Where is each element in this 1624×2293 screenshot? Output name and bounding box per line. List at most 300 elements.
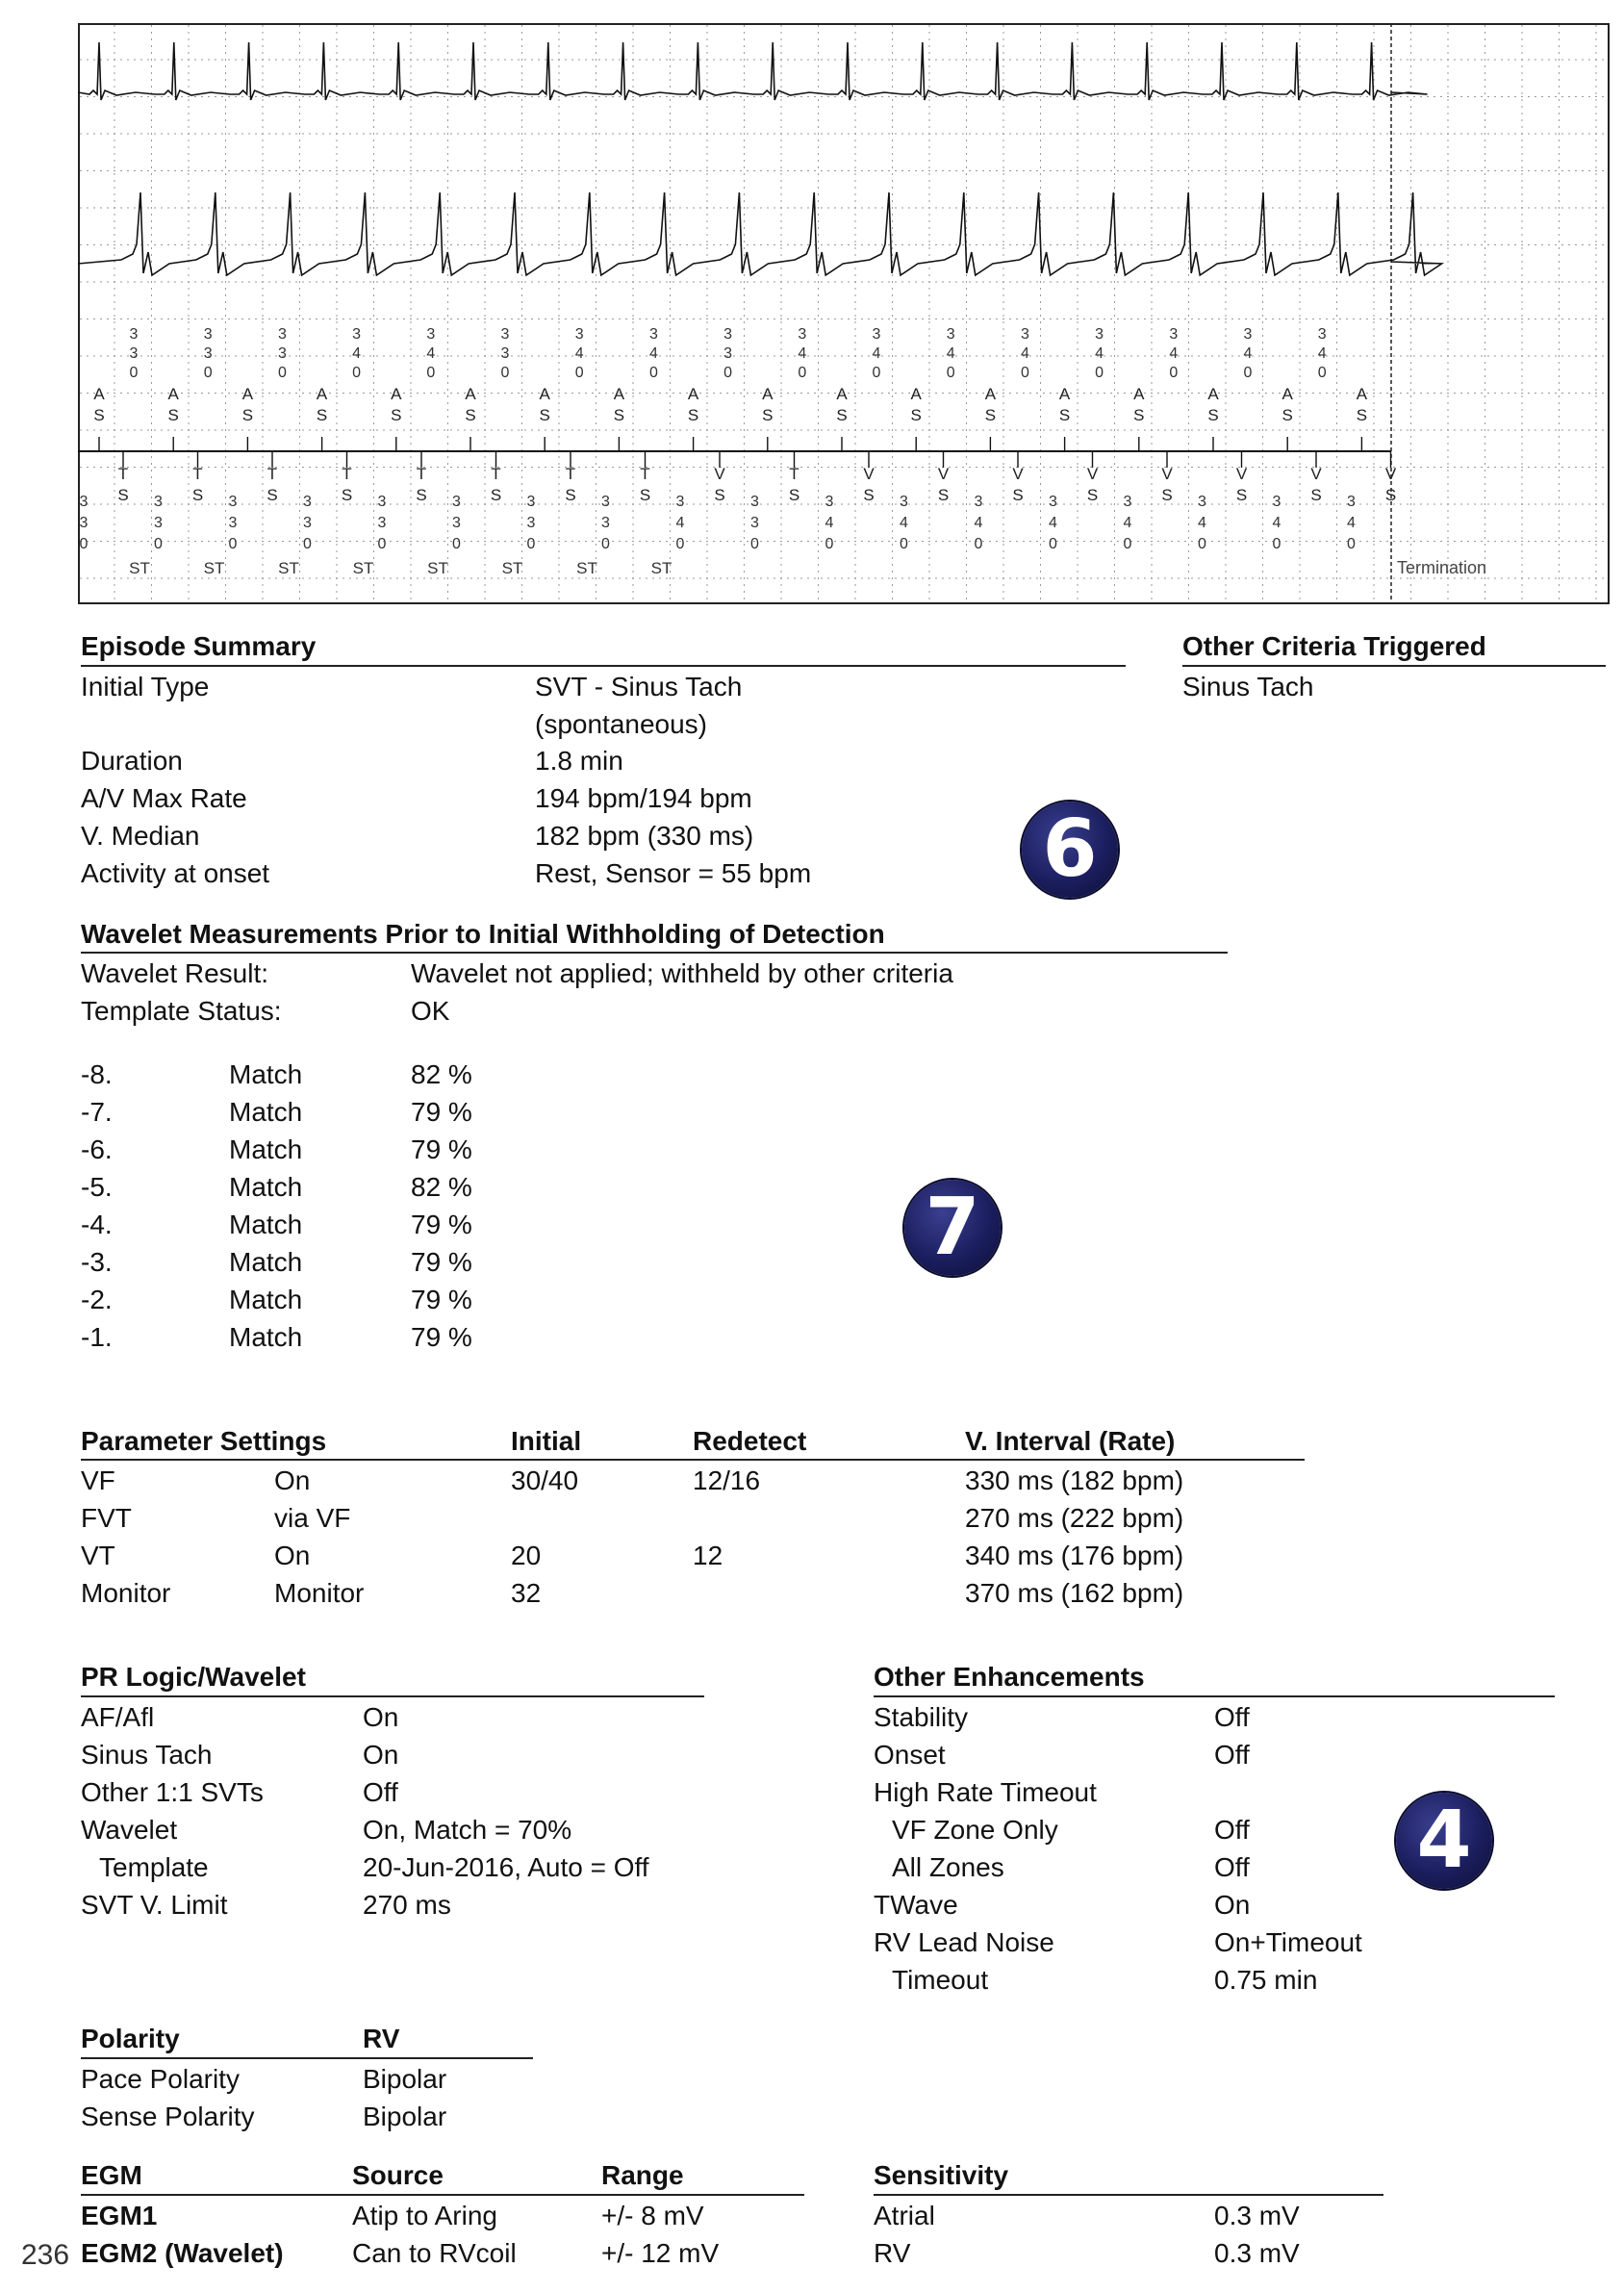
match-percent: 79 % [411,1285,472,1314]
ventricular-interval-digit: 3 [377,515,387,531]
ventricular-interval-digit: 0 [675,536,685,552]
pr-logic-value: 20-Jun-2016, Auto = Off [363,1852,649,1882]
callout-badge-4: 4 [1396,1793,1492,1889]
ventricular-marker-label: S [565,486,576,504]
egm-header-egm: EGM [81,2160,142,2190]
ventricular-interval-digit: 3 [452,494,461,510]
ventricular-marker-label: T [565,465,576,483]
summary-value-max-rate: 194 bpm/194 bpm [535,783,752,813]
ventricular-marker-label: S [191,486,204,504]
summary-value-initial-type-2: (spontaneous) [535,709,708,739]
pr-logic-value: Off [363,1777,398,1807]
page-number: 236 [21,2239,70,2271]
atrial-interval-digit: 3 [1317,326,1327,343]
atrial-interval-digit: 3 [426,326,436,343]
polarity-rv-header: RV [363,2024,400,2053]
atrial-interval-digit: 3 [1169,326,1179,343]
ventricular-interval-digit: 3 [377,494,387,510]
atrial-marker-label: A [687,385,699,403]
ventricular-marker-label: V [1086,465,1099,483]
ventricular-interval-digit: 3 [526,494,536,510]
enh-label: VF Zone Only [892,1815,1058,1845]
param-interval: 370 ms (162 bpm) [965,1578,1184,1608]
atrial-marker-label: A [910,385,922,403]
param-interval: 270 ms (222 bpm) [965,1503,1184,1533]
ventricular-interval-digit: 3 [154,515,163,531]
summary-label-duration: Duration [81,746,183,776]
ventricular-marker-label: S [1161,486,1173,504]
param-zone: Monitor [81,1578,171,1608]
ventricular-marker-label: S [490,486,502,504]
ventricular-interval-digit: 3 [974,494,983,510]
atrial-interval-digit: 3 [723,326,733,343]
atrial-marker-label: A [1281,385,1293,403]
enh-label: TWave [874,1890,958,1920]
atrial-interval-digit: 0 [1243,365,1253,381]
atrial-interval-digit: 4 [1020,345,1029,362]
ventricular-marker-label: T [789,465,799,483]
atrial-interval-digit: 0 [723,365,733,381]
ventricular-interval-digit: 4 [1123,515,1132,531]
param-rule [81,1459,1305,1461]
atrial-interval-digit: 3 [129,345,139,362]
ventricular-interval-digit: 0 [1198,536,1206,552]
atrial-marker-label: S [1058,406,1071,424]
atrial-interval-digit: 3 [129,326,139,343]
atrial-marker-label: A [1058,385,1071,403]
atrial-interval-digit: 3 [500,326,510,343]
atrial-interval-digit: 0 [648,365,658,381]
ventricular-marker-label: S [863,486,875,504]
pr-logic-label: SVT V. Limit [81,1890,228,1920]
atrial-marker-label: A [465,385,476,403]
ventricular-marker-label: S [788,486,800,504]
enh-value: On [1214,1890,1251,1920]
ventricular-interval-digit: 3 [154,494,163,510]
atrial-interval-digit: 0 [277,365,287,381]
match-index: -4. [81,1210,113,1239]
atrial-interval-digit: 4 [1095,345,1104,362]
match-label: Match [229,1059,303,1089]
match-label: Match [229,1134,303,1164]
atrial-marker-label: S [391,406,402,424]
egm-name: EGM1 [81,2201,158,2230]
param-header-redetect: Redetect [693,1426,807,1456]
param-initial: 30/40 [511,1465,579,1495]
match-index: -6. [81,1134,113,1164]
pr-logic-label: Wavelet [81,1815,178,1845]
atrial-marker-label: S [687,406,699,424]
atrial-interval-digit: 3 [203,345,213,362]
ventricular-interval-digit: 3 [303,515,312,531]
ventricular-marker-label: V [863,465,875,483]
param-initial: 32 [511,1578,542,1608]
atrial-interval-digit: 0 [946,365,955,381]
callout-badge-7: 7 [904,1180,1001,1276]
pr-logic-value: On [363,1740,399,1770]
polarity-label: Pace Polarity [81,2064,240,2094]
atrial-marker-label: A [316,385,328,403]
atrial-marker-label: A [1356,385,1368,403]
ventricular-marker-label: V [1161,465,1173,483]
param-state: On [274,1541,311,1570]
egm-header-range: Range [601,2160,684,2190]
enh-label: RV Lead Noise [874,1927,1054,1957]
atrial-interval-digit: 4 [872,345,881,362]
atrial-marker-label: S [613,406,625,424]
ventricular-marker-label: V [1012,465,1024,483]
egm-range: +/- 8 mV [601,2201,704,2230]
enh-value: Off [1214,1702,1250,1732]
match-index: -8. [81,1059,113,1089]
pr-logic-heading: PR Logic/Wavelet [81,1662,306,1692]
sensitivity-heading: Sensitivity [874,2160,1009,2190]
st-label: ST [203,559,225,577]
atrial-marker-label: S [93,406,105,424]
st-label: ST [129,559,150,577]
atrial-marker-label: A [984,385,997,403]
match-percent: 82 % [411,1059,472,1089]
ventricular-interval-digit: 4 [1049,515,1057,531]
atrial-marker-label: A [539,385,550,403]
egm-strip [78,23,1610,604]
ventricular-marker-label: S [117,486,129,504]
atrial-interval-digit: 4 [798,345,807,362]
ventricular-marker-label: S [639,486,651,504]
match-index: -3. [81,1247,113,1277]
atrial-interval-digit: 0 [203,365,213,381]
st-label: ST [501,559,523,577]
atrial-interval-digit: 3 [500,345,510,362]
atrial-marker-label: S [241,406,254,424]
match-percent: 79 % [411,1247,472,1277]
summary-value-initial-type: SVT - Sinus Tach [535,672,743,701]
ventricular-interval-digit: 0 [1049,536,1057,552]
atrial-marker-label: S [910,406,922,424]
atrial-interval-digit: 4 [574,345,584,362]
wavelet-heading: Wavelet Measurements Prior to Initial Withholding of Detection [81,919,885,949]
atrial-interval-digit: 0 [1317,365,1327,381]
ventricular-interval-digit: 0 [228,536,238,552]
ventricular-interval-digit: 0 [1123,536,1132,552]
sensitivity-label: Atrial [874,2201,935,2230]
atrial-interval-digit: 4 [648,345,658,362]
wavelet-rule [81,952,1228,954]
param-redetect: 12/16 [693,1465,761,1495]
other-criteria-heading: Other Criteria Triggered [1182,631,1486,661]
ventricular-interval-digit: 3 [1049,494,1057,510]
other-enhancements-rule [874,1695,1555,1697]
match-label: Match [229,1172,303,1202]
atrial-interval-digit: 3 [648,326,658,343]
param-zone: VT [81,1541,115,1570]
atrial-marker-label: S [167,406,179,424]
atrial-marker-label: S [316,406,328,424]
ventricular-marker-label: V [1384,465,1397,483]
ventricular-marker-label: S [1012,486,1024,504]
polarity-value: Bipolar [363,2102,447,2131]
ventricular-marker-label: S [714,486,725,504]
atrial-interval-digit: 4 [1243,345,1253,362]
ventricular-interval-digit: 4 [1347,515,1356,531]
atrial-marker-label: S [539,406,550,424]
param-zone: FVT [81,1503,132,1533]
egm-source: Can to RVcoil [352,2238,517,2268]
summary-value-activity: Rest, Sensor = 55 bpm [535,858,812,888]
atrial-marker-label: A [1207,385,1219,403]
summary-label-activity: Activity at onset [81,858,270,888]
atrial-interval-digit: 0 [1095,365,1104,381]
ventricular-marker-label: T [342,465,352,483]
summary-label-initial-type: Initial Type [81,672,210,701]
pr-logic-value: 270 ms [363,1890,451,1920]
ventricular-interval-digit: 3 [228,515,238,531]
match-label: Match [229,1097,303,1127]
wavelet-result-value: Wavelet not applied; withheld by other criteria [411,958,953,988]
match-percent: 82 % [411,1172,472,1202]
enh-label: All Zones [892,1852,1004,1882]
ventricular-interval-digit: 3 [750,494,759,510]
egm-header-source: Source [352,2160,444,2190]
match-index: -1. [81,1322,113,1352]
egm-source: Atip to Aring [352,2201,497,2230]
match-percent: 79 % [411,1097,472,1127]
ventricular-interval-digit: 0 [377,536,387,552]
ventricular-interval-digit: 4 [825,515,834,531]
atrial-marker-label: A [1133,385,1145,403]
atrial-interval-digit: 0 [872,365,881,381]
ventricular-marker-label: T [491,465,501,483]
st-label: ST [427,559,448,577]
atrial-interval-digit: 0 [1020,365,1029,381]
ventricular-marker-label: S [416,486,427,504]
pr-logic-rule [81,1695,704,1697]
atrial-marker-label: A [241,385,254,403]
ventricular-interval-digit: 3 [601,494,610,510]
ventricular-interval-digit: 3 [601,515,610,531]
ventricular-interval-digit: 3 [79,515,89,531]
atrial-marker-label: A [391,385,402,403]
pr-logic-label: AF/Afl [81,1702,155,1732]
atrial-interval-digit: 3 [352,326,362,343]
ventricular-marker-label: T [266,465,278,483]
atrial-marker-label: S [1133,406,1145,424]
ventricular-interval-digit: 0 [825,536,834,552]
atrial-interval-digit: 3 [723,345,733,362]
enh-label: High Rate Timeout [874,1777,1097,1807]
enh-value: Off [1214,1740,1250,1770]
ventricular-interval-digit: 3 [1198,494,1206,510]
atrial-interval-digit: 0 [426,365,436,381]
atrial-interval-digit: 0 [1169,365,1179,381]
param-interval: 340 ms (176 bpm) [965,1541,1184,1570]
episode-summary-rule [81,665,1126,667]
ventricular-interval-digit: 3 [1123,494,1132,510]
atrial-interval-digit: 3 [277,345,287,362]
ventricular-interval-digit: 4 [900,515,908,531]
ventricular-marker-label: S [1310,486,1322,504]
atrial-marker-label: A [762,385,774,403]
atrial-interval-digit: 4 [352,345,362,362]
egm-range: +/- 12 mV [601,2238,720,2268]
atrial-interval-digit: 0 [352,365,362,381]
atrial-interval-digit: 4 [1169,345,1179,362]
ventricular-marker-label: T [192,465,203,483]
wavelet-result-label: Wavelet Result: [81,958,269,988]
atrial-interval-digit: 3 [1095,326,1104,343]
template-status-label: Template Status: [81,996,282,1026]
enh-label: Onset [874,1740,946,1770]
enh-value: On+Timeout [1214,1927,1362,1957]
other-enhancements-heading: Other Enhancements [874,1662,1145,1692]
param-redetect: 12 [693,1541,723,1570]
sensitivity-value: 0.3 mV [1214,2201,1300,2230]
template-status-value: OK [411,996,450,1026]
polarity-heading: Polarity [81,2024,180,2053]
atrial-marker-label: S [465,406,476,424]
atrial-marker-label: S [762,406,774,424]
enh-label: Stability [874,1702,969,1732]
atrial-marker-label: A [836,385,848,403]
atrial-interval-digit: 3 [1020,326,1029,343]
pr-logic-value: On, Match = 70% [363,1815,572,1845]
ventricular-marker-label: T [416,465,427,483]
summary-value-duration: 1.8 min [535,746,623,776]
match-label: Match [229,1247,303,1277]
st-label: ST [352,559,374,577]
atrial-marker-label: S [984,406,997,424]
ventricular-interval-digit: 3 [526,515,536,531]
match-label: Match [229,1210,303,1239]
match-label: Match [229,1322,303,1352]
ventricular-interval-digit: 3 [675,494,685,510]
ventricular-interval-digit: 3 [750,515,759,531]
atrial-interval-digit: 0 [129,365,139,381]
atrial-interval-digit: 4 [946,345,955,362]
ventricular-interval-digit: 3 [79,494,89,510]
ventricular-marker-label: T [640,465,650,483]
sensitivity-rule [874,2194,1383,2196]
ventricular-marker-label: V [714,465,725,483]
atrial-marker-label: A [93,385,105,403]
polarity-rule [81,2057,533,2059]
param-initial: 20 [511,1541,542,1570]
param-state: On [274,1465,311,1495]
match-index: -7. [81,1097,113,1127]
pr-logic-label: Other 1:1 SVTs [81,1777,264,1807]
ventricular-interval-digit: 4 [974,515,983,531]
atrial-interval-digit: 3 [946,326,955,343]
ventricular-interval-digit: 3 [900,494,908,510]
ventricular-interval-digit: 4 [1272,515,1281,531]
enh-value: Off [1214,1852,1250,1882]
polarity-label: Sense Polarity [81,2102,255,2131]
summary-label-v-median: V. Median [81,821,200,851]
atrial-marker-label: S [1207,406,1219,424]
ventricular-interval-digit: 3 [452,515,461,531]
ventricular-interval-digit: 4 [1198,515,1206,531]
param-interval: 330 ms (182 bpm) [965,1465,1184,1495]
ventricular-interval-digit: 4 [675,515,685,531]
pr-logic-label: Template [99,1852,209,1882]
ventricular-interval-digit: 3 [303,494,312,510]
ventricular-interval-digit: 0 [452,536,461,552]
termination-label: Termination [1397,558,1487,577]
match-percent: 79 % [411,1322,472,1352]
ventricular-interval-digit: 3 [825,494,834,510]
ventricular-marker-label: S [1384,486,1397,504]
ventricular-interval-digit: 0 [526,536,536,552]
ventricular-interval-digit: 0 [79,536,89,552]
enh-label: Timeout [892,1965,989,1995]
pr-logic-label: Sinus Tach [81,1740,213,1770]
param-state: via VF [274,1503,351,1533]
atrial-marker-label: S [1356,406,1368,424]
ventricular-interval-digit: 0 [974,536,983,552]
polarity-value: Bipolar [363,2064,447,2094]
atrial-marker-label: S [1281,406,1293,424]
atrial-interval-digit: 0 [574,365,584,381]
atrial-interval-digit: 0 [500,365,510,381]
ventricular-interval-digit: 3 [1347,494,1356,510]
atrial-interval-digit: 3 [872,326,881,343]
enh-value: Off [1214,1815,1250,1845]
param-header-interval: V. Interval (Rate) [965,1426,1176,1456]
episode-summary-heading: Episode Summary [81,631,317,661]
atrial-interval-digit: 3 [1243,326,1253,343]
ventricular-marker-label: S [341,486,353,504]
ventricular-interval-digit: 0 [154,536,163,552]
atrial-interval-digit: 3 [277,326,287,343]
ventricular-interval-digit: 0 [900,536,908,552]
sensitivity-label: RV [874,2238,911,2268]
ventricular-interval-digit: 3 [1272,494,1281,510]
sensitivity-value: 0.3 mV [1214,2238,1300,2268]
atrial-interval-digit: 0 [798,365,807,381]
param-zone: VF [81,1465,115,1495]
ventricular-marker-label: S [1086,486,1099,504]
ventricular-interval-digit: 0 [1272,536,1281,552]
ventricular-interval-digit: 0 [303,536,312,552]
other-criteria-value: Sinus Tach [1182,672,1314,701]
ventricular-interval-digit: 0 [1347,536,1356,552]
summary-value-v-median: 182 bpm (330 ms) [535,821,754,851]
param-state: Monitor [274,1578,365,1608]
ventricular-marker-label: T [117,465,129,483]
other-criteria-rule [1182,665,1606,667]
ventricular-marker-label: V [1235,465,1248,483]
atrial-interval-digit: 4 [426,345,436,362]
egm-name: EGM2 (Wavelet) [81,2238,284,2268]
pr-logic-value: On [363,1702,399,1732]
atrial-marker-label: A [167,385,179,403]
st-label: ST [576,559,597,577]
param-header-settings: Parameter Settings [81,1426,327,1456]
atrial-interval-digit: 4 [1317,345,1327,362]
ventricular-interval-digit: 0 [750,536,759,552]
ventricular-marker-label: V [937,465,950,483]
ventricular-interval-digit: 3 [228,494,238,510]
enh-value: 0.75 min [1214,1965,1318,1995]
ventricular-marker-label: V [1310,465,1322,483]
match-index: -2. [81,1285,113,1314]
callout-badge-6: 6 [1022,802,1118,898]
atrial-marker-label: A [613,385,625,403]
st-label: ST [650,559,672,577]
ventricular-interval-digit: 0 [601,536,610,552]
match-index: -5. [81,1172,113,1202]
atrial-interval-digit: 3 [798,326,807,343]
